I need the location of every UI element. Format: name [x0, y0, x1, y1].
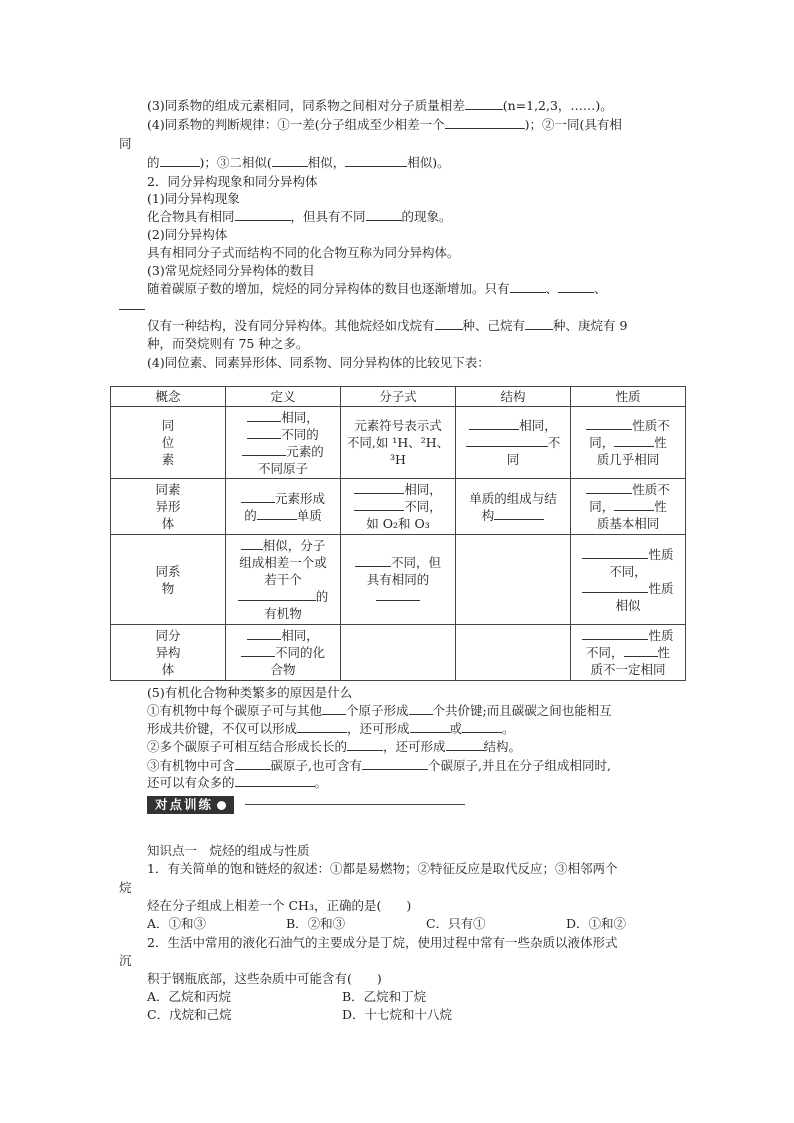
table-header-row — [111, 387, 686, 407]
concept-homolog: 同系 物 — [111, 535, 226, 625]
blank[interactable] — [366, 208, 402, 221]
question-2-stem-2: 积于钢瓶底部，这些杂质中可能含有( ) — [147, 971, 382, 986]
property-cell: 性质 不同， 性 质不一定相同 — [571, 625, 686, 681]
line-homolog-rule-2: 的 )；③二相似( 相似， 相似)。 — [147, 155, 450, 170]
blank[interactable] — [235, 774, 315, 787]
header-formula: 分子式 — [341, 387, 456, 407]
line-reason-2: ②多个碳原子可相互结合形成长长的 ，还可形成 结构。 — [147, 739, 522, 754]
table-row — [111, 625, 686, 681]
option-c[interactable]: C．戊烷和己烷 — [147, 1007, 232, 1022]
blank[interactable] — [525, 317, 553, 330]
def-cell: 相似，分子 组成相差一个或 若干个 的 有机物 — [226, 535, 341, 625]
blank[interactable] — [362, 757, 428, 770]
table-row — [111, 479, 686, 535]
structure-cell — [456, 535, 571, 625]
line-homolog-rule: (4)同系物的判断规律：①一差(分子组成至少相差一个 )；②一同(具有相 — [147, 117, 622, 132]
table-row — [111, 407, 686, 479]
question-1-stem: 1．有关简单的饱和链烃的叙述：①都是易燃物；②特征反应是取代反应；③相邻两个 — [147, 861, 618, 876]
question-2-options-row2 — [147, 1005, 452, 1024]
formula-cell — [341, 625, 456, 681]
blank[interactable] — [510, 280, 546, 293]
subheading: (3)常见烷烃同分异构体的数目 — [147, 263, 315, 278]
wrap-char: 沉 — [119, 953, 132, 968]
option-d[interactable]: D．①和② — [566, 916, 627, 931]
blank[interactable] — [445, 116, 525, 129]
training-banner — [147, 795, 234, 813]
line-reason-3: ③有机物中可含 碳原子,也可含有 个碳原子,并且在分子组成相同时, — [147, 758, 611, 773]
header-property: 性质 — [571, 387, 686, 407]
line-reason-1b: 形成共价键，不仅可以形成 ，还可形成 或 。 — [147, 721, 515, 736]
option-c[interactable]: C．只有① — [426, 916, 486, 931]
formula-cell: 相同， 不同， 如 O₂和 O₃ — [341, 479, 456, 535]
question-1-options — [147, 914, 626, 933]
blank[interactable] — [558, 280, 594, 293]
blank[interactable] — [119, 297, 145, 310]
header-concept: 概念 — [111, 387, 226, 407]
question-1-stem-2: 烃在分子组成上相差一个 CH₃，正确的是( ) — [147, 898, 412, 913]
question-2-options-row1 — [147, 987, 426, 1006]
line-reason-3b: 还可以有众多的 。 — [147, 775, 328, 790]
structure-cell — [456, 625, 571, 681]
line-isomer-def: 具有相同分子式而结构不同的化合物互称为同分异构体。 — [147, 245, 460, 260]
blank[interactable] — [465, 97, 503, 110]
blank[interactable] — [435, 317, 463, 330]
line-alkane-count-3: 种，而癸烷则有 75 种之多。 — [147, 336, 309, 351]
property-cell: 性质不 同， 性 质基本相同 — [571, 479, 686, 535]
header-structure: 结构 — [456, 387, 571, 407]
training-tag: 对点训练 — [147, 796, 234, 814]
subheading: (2)同分异构体 — [147, 227, 228, 242]
blank[interactable] — [235, 757, 271, 770]
blank[interactable] — [322, 702, 346, 715]
blank[interactable] — [160, 154, 200, 167]
wrap-char: 烷 — [119, 880, 132, 895]
dot-icon — [217, 801, 226, 810]
property-cell: 性质 不同， 性质 相似 — [571, 535, 686, 625]
heading-isomer: 2．同分异构现象和同分异构体 — [147, 174, 318, 189]
formula-cell: 元素符号表示式 不同,如 ¹H、²H、³H — [341, 407, 456, 479]
property-cell: 性质不 同， 性 质几乎相同 — [571, 407, 686, 479]
option-a[interactable]: A．①和③ — [147, 916, 207, 931]
blank[interactable] — [409, 702, 433, 715]
option-b[interactable]: B．乙烷和丁烷 — [342, 989, 427, 1004]
blank[interactable] — [297, 720, 347, 733]
subheading-reasons: (5)有机化合物种类繁多的原因是什么 — [147, 685, 353, 700]
blank[interactable] — [235, 208, 291, 221]
formula-cell: 不同，但 具有相同的 — [341, 535, 456, 625]
comparison-table — [110, 386, 686, 681]
structure-cell: 相同， 不 同 — [456, 407, 571, 479]
header-definition: 定义 — [226, 387, 341, 407]
concept-isotope: 同 位 素 — [111, 407, 226, 479]
line-table-intro: (4)同位素、同素异形体、同系物、同分异构体的比较见下表： — [147, 355, 490, 370]
line-alkane-count: 随着碳原子数的增加，烷烃的同分异构体的数目也逐渐增加。只有 、 、 — [147, 281, 607, 296]
option-d[interactable]: D．十七烷和十八烷 — [342, 1007, 453, 1022]
line-reason-1: ①有机物中每个碳原子可与其他 个原子形成 个共价键;而且碳碳之间也能相互 — [147, 703, 612, 718]
blank[interactable] — [446, 738, 484, 751]
blank[interactable] — [347, 738, 383, 751]
line-homolog-mass: (3)同系物的组成元素相同，同系物之间相对分子质量相差 (n=1,2,3，……)。 — [147, 98, 613, 113]
concept-isomer: 同分 异构 体 — [111, 625, 226, 681]
def-cell: 相同， 不同的 元素的 不同原子 — [226, 407, 341, 479]
structure-cell: 单质的组成与结 构 — [456, 479, 571, 535]
table-row — [111, 535, 686, 625]
line-alkane-count-wrap — [119, 296, 145, 315]
def-cell: 相同， 不同的化 合物 — [226, 625, 341, 681]
line-isomer-phenomenon: 化合物具有相同 ，但具有不同 的现象。 — [147, 209, 452, 224]
blank[interactable] — [345, 154, 407, 167]
concept-allotrope: 同素 异形 体 — [111, 479, 226, 535]
option-a[interactable]: A．乙烷和丙烷 — [147, 989, 232, 1004]
blank[interactable] — [462, 720, 502, 733]
blank[interactable] — [410, 720, 450, 733]
def-cell: 元素形成 的 单质 — [226, 479, 341, 535]
line-alkane-count-2: 仅有一种结构，没有同分异构体。其他烷烃如戊烷有 种、己烷有 种、庚烷有 9 — [147, 318, 628, 333]
subheading: (1)同分异构现象 — [147, 191, 240, 206]
question-2-stem: 2．生活中常用的液化石油气的主要成分是丁烷，使用过程中常有一些杂质以液体形式 — [147, 935, 618, 950]
wrap-char: 同 — [119, 136, 132, 151]
option-b[interactable]: B．②和③ — [286, 916, 346, 931]
divider — [245, 804, 465, 805]
blank[interactable] — [272, 154, 308, 167]
knowledge-point-heading: 知识点一 烷烃的组成与性质 — [147, 843, 310, 858]
